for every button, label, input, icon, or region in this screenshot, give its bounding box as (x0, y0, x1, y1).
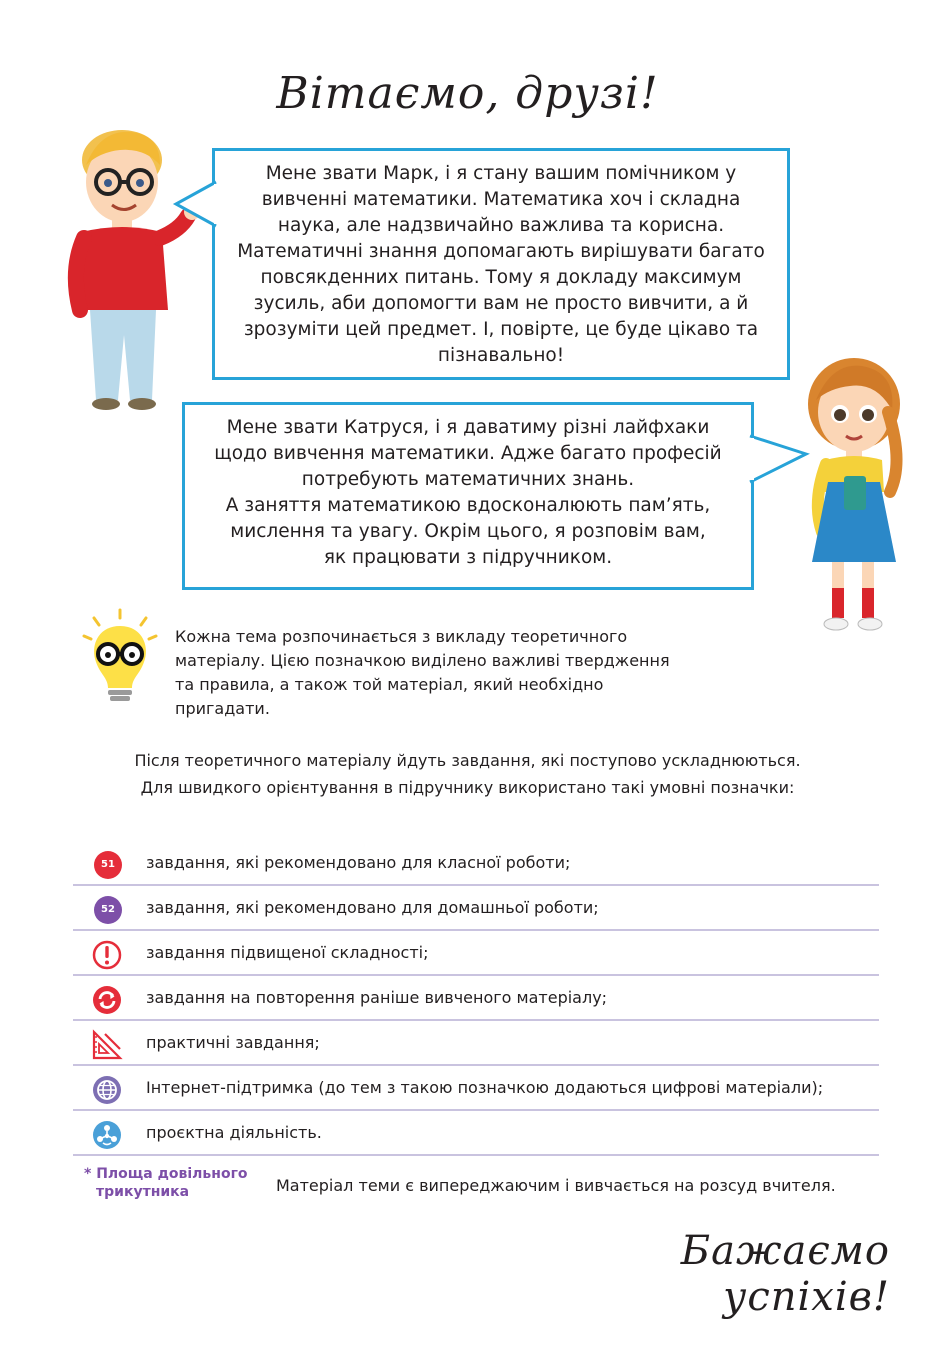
bubble-line: зрозуміти цей предмет. І, повірте, це буде цікаво та (243, 319, 759, 340)
bubble-line: Мене звати Марк, і я стану вашим помічником у (265, 163, 737, 184)
exclamation-icon (91, 939, 123, 971)
advanced-topic-note: Матеріал теми є випереджаючим і вивчається на розсуд вчителя. (276, 1176, 836, 1195)
theory-note-line: Кожна тема розпочинається з викладу теоретичного (175, 627, 628, 646)
theory-note-line: пригадати. (175, 699, 270, 718)
legend-row-project-activity (73, 1111, 879, 1156)
home-task-number-badge: 52 (94, 896, 122, 924)
bubble-line: мислення та увагу. Окрім цього, я розповім вам, (230, 521, 706, 542)
legend-label: завдання на повторення раніше вивченого матеріалу; (146, 988, 608, 1007)
advanced-topic-marker (84, 1165, 248, 1201)
bubble-line: А заняття математикою вдосконалюють пам’ять, (225, 495, 711, 516)
triangle-ruler-icon (91, 1029, 123, 1061)
legend-row-home-task (73, 886, 879, 931)
legend-label: завдання, які рекомендовано для класної роботи; (146, 853, 571, 872)
legend-row-difficult-task (73, 931, 879, 976)
legend-row-repeat-task (73, 976, 879, 1021)
theory-note-line: та правила, а також той матеріал, який необхідно (175, 675, 604, 694)
marker-line: трикутника (96, 1184, 190, 1200)
legend-label: завдання, які рекомендовано для домашньої роботи; (146, 898, 599, 917)
theory-note-line: матеріалу. Цією позначкою виділено важливі твердження (175, 651, 670, 670)
bubble-line: наука, але надзвичайно важлива та корисна. (277, 215, 725, 236)
mark-bubble-tail (172, 180, 218, 230)
bubble-line: як працювати з підручником. (323, 547, 613, 568)
after-theory-line-1: Після теоретичного матеріалу йдуть завдання, які поступово ускладнюються. (134, 751, 801, 770)
bubble-line: зусиль, аби допомогти вам не просто вивчити, а й (253, 293, 749, 314)
bubble-line: Математичні знання допомагають вирішувати багато (237, 241, 765, 262)
legend-label: завдання підвищеної складності; (146, 943, 429, 962)
mark-speech-bubble (212, 148, 790, 380)
class-task-number-badge: 51 (94, 851, 122, 879)
marker-line: * Площа довільного (84, 1166, 248, 1182)
page-title: Вітаємо, друзі! (276, 68, 659, 119)
globe-icon (91, 1074, 123, 1106)
bubble-line: щодо вивчення математики. Адже багато професій (214, 443, 722, 464)
repeat-icon (91, 984, 123, 1016)
bubble-line: вивченні математики. Математика хоч і складна (261, 189, 741, 210)
katrusia-speech-bubble (182, 402, 754, 590)
legend-row-class-task (73, 841, 879, 886)
bubble-line: потребують математичних знань. (301, 469, 635, 490)
lightbulb-glasses-icon (80, 608, 160, 708)
legend-label: Інтернет-підтримка (до тем з такою позначкою додаються цифрові матеріали); (146, 1078, 824, 1097)
bubble-line: пізнавально! (437, 345, 565, 366)
legend-row-practical-task (73, 1021, 879, 1066)
boy-mark-illustration (60, 120, 210, 420)
legend-label: практичні завдання; (146, 1033, 320, 1052)
bubble-line: Мене звати Катруся, і я даватиму різні лайфхаки (226, 417, 710, 438)
project-icon (91, 1119, 123, 1151)
theory-note (175, 625, 670, 721)
girl-katrusia-illustration (792, 352, 922, 634)
bubble-line: повсякденних питань. Тому я докладу максимум (260, 267, 742, 288)
legend-row-internet-support (73, 1066, 879, 1111)
closing-wish: Бажаємо успіхів! (680, 1228, 890, 1320)
legend-label: проєктна діяльність. (146, 1123, 322, 1142)
after-theory-line-2: Для швидкого орієнтування в підручнику використано такі умовні позначки: (140, 778, 795, 797)
